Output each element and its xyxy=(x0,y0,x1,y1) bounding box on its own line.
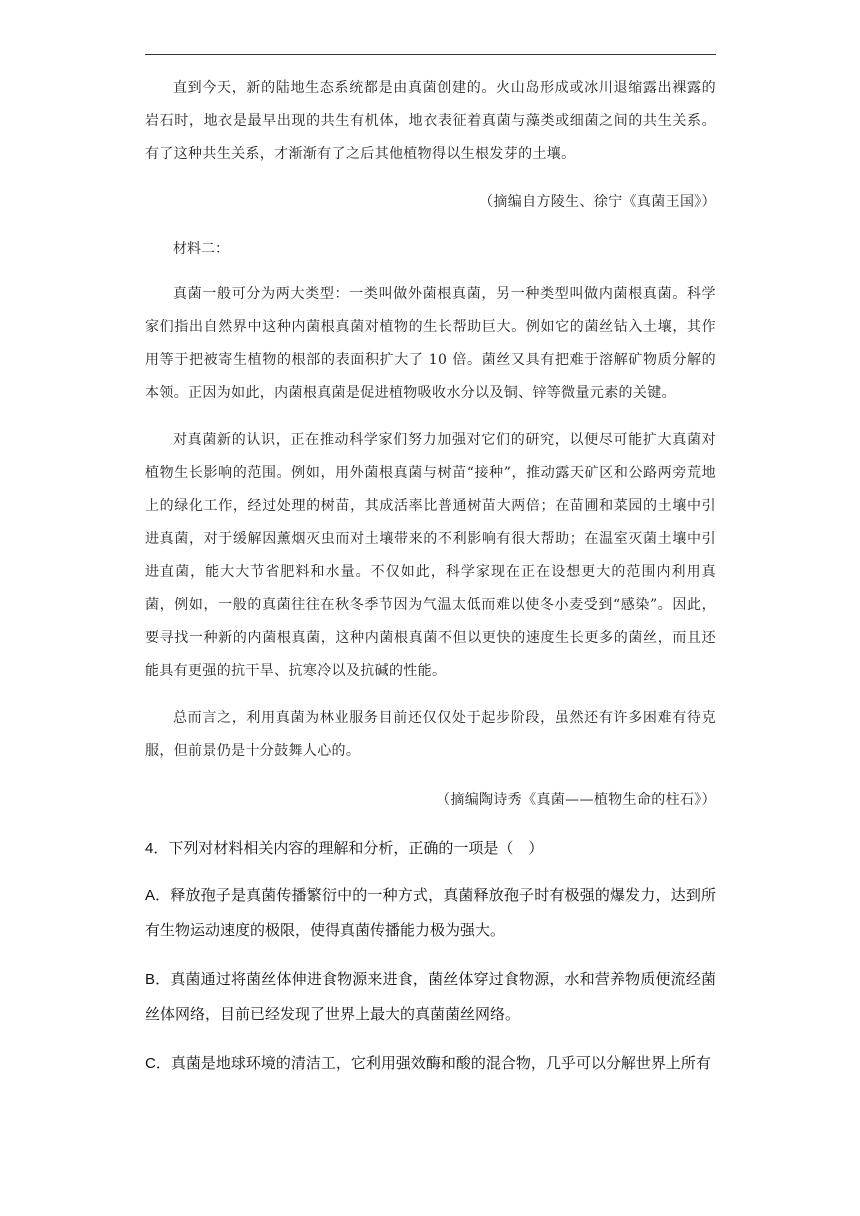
source-citation-2: （摘编陶诗秀《真菌——植物生命的柱石》） xyxy=(436,792,716,808)
material-2-label: 材料二： xyxy=(173,241,229,257)
option-a: A．释放孢子是真菌传播繁衍中的一种方式，真菌释放孢子时有极强的爆发力，达到所有生物运动速度的极限，使得真菌传播能力极为强大。 xyxy=(145,887,716,939)
paragraph-1: 直到今天，新的陆地生态系统都是由真菌创建的。火山岛形成或冰川退缩露出裸露的岩石时，地衣是最早出现的共生有机体，地衣表征着真菌与藻类或细菌之间的共生关系。有了这种共生关系，才渐渐有了之后其他植物得以生根发芽的土壤。 xyxy=(145,80,716,162)
option-b: B．真菌通过将菌丝体伸进食物源来进食，菌丝体穿过食物源，水和营养物质便流经菌丝体网络，目前已经发现了世界上最大的真菌菌丝网络。 xyxy=(145,971,716,1023)
paragraph-3: 对真菌新的认识，正在推动科学家们努力加强对它们的研究，以便尽可能扩大真菌对植物生长影响的范围。例如，用外菌根真菌与树苗“接种”，推动露天矿区和公路两旁荒地上的绿化工作，经过处理的树苗，其成活率比普通树苗大两倍；在苗圃和菜园的土壤中引进真菌，对于缓解因薰烟灭虫而对土壤带来的不利影响有很大帮助；在温室灭菌土壤中引进直菌，能大大节省肥料和水量。不仅如此，科学家现在正在设想更大的范围内利用真菌，例如，一般的真菌往往在秋冬季节因为气温太低而难以使冬小麦受到“感染”。因此，要寻找一种新的内菌根真菌，这种内菌根真菌不但以更快的速度生长更多的菌丝，而且还能具有更强的抗干旱、抗寒冷以及抗碱的性能。 xyxy=(145,432,716,679)
document-body xyxy=(145,68,716,1081)
paragraph-2: 真菌一般可分为两大类型：一类叫做外菌根真菌，另一种类型叫做内菌根真菌。科学家们指出自然界中这种内菌根真菌对植物的生长帮助巨大。例如它的菌丝钻入土壤，其作用等于把被寄生植物的根部的表面积扩大了 10 倍。菌丝又具有把难于溶解矿物质分解的本领。正因为如此，内菌根真菌是促进植物吸收水分以及铜、锌等微量元素的关键。 xyxy=(145,286,716,401)
source-citation-1: （摘编自方陵生、徐宁《真菌王国》） xyxy=(479,194,716,210)
header-rule xyxy=(145,54,716,55)
option-c: C．真菌是地球环境的清洁工，它利用强效酶和酸的混合物，几乎可以分解世界上所有 xyxy=(145,1055,711,1072)
paragraph-4: 总而言之，利用真菌为林业服务目前还仅仅处于起步阶段，虽然还有许多困难有待克服，但前景仍是十分鼓舞人心的。 xyxy=(145,710,716,759)
question-stem: 4．下列对材料相关内容的理解和分析，正确的一项是（ ） xyxy=(145,840,544,857)
